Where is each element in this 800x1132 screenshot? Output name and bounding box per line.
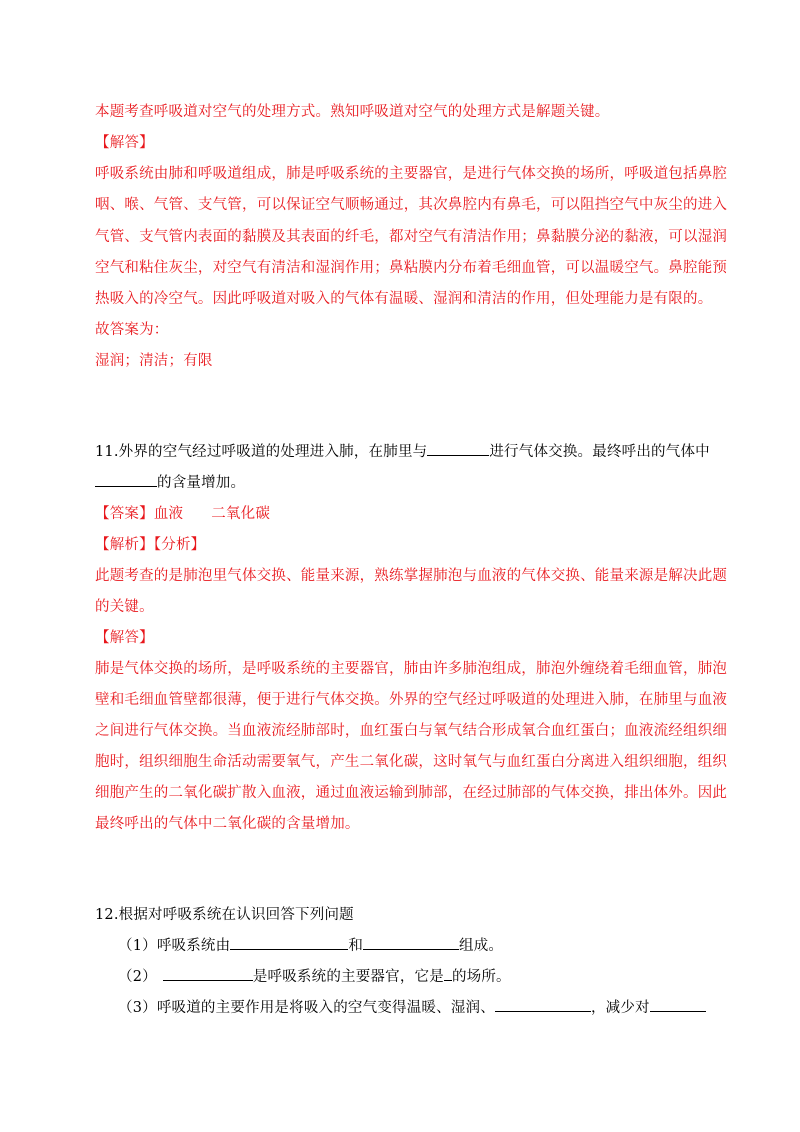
q11-question-part-2: 进行气体交换。最终呼出的气体中 xyxy=(489,444,710,460)
q10-answer-line-3: 气管、支气管内表面的黏膜及其表面的纤毛，都对空气有清洁作用；鼻黏膜分泌的黏液，可以湿润 xyxy=(95,229,728,245)
q11-blank-1 xyxy=(427,441,489,456)
q12-question: 12.根据对呼吸系统在认识回答下列问题 xyxy=(95,907,354,923)
q12-sub1-text-a: （1）呼吸系统由 xyxy=(118,938,231,954)
q12-sub2-text-a: （2） xyxy=(118,969,157,985)
q12-sub3-text-a: （3）呼吸道的主要作用是将吸入的空气变得温暖、湿润、 xyxy=(118,1000,495,1016)
q11-solution-line-6: 最终呼出的气体中二氧化碳的含量增加。 xyxy=(95,816,360,832)
q11-analysis-line-2: 的关键。 xyxy=(95,599,154,615)
q12-sub-2 xyxy=(118,965,511,986)
q11-solution-line-4: 胞时，组织细胞生命活动需要氧气，产生二氧化碳，这时氧气与血红蛋白分离进入组织细胞，组织 xyxy=(95,754,728,770)
q11-answer-label: 【答案】 xyxy=(95,506,154,522)
q12-sub2-blank-1 xyxy=(163,966,253,981)
q12-sub2-text-b: 是呼吸系统的主要器官，它是 xyxy=(252,969,444,985)
q11-solution-label: 【解答】 xyxy=(95,630,154,646)
q11-answer-1: 血液 xyxy=(153,506,184,522)
q12-sub3-blank-2 xyxy=(650,997,706,1012)
q11-question-part-3: 的含量增加。 xyxy=(157,475,246,491)
q11-question-part-1: 11.外界的空气经过呼吸道的处理进入肺，在肺里与 xyxy=(95,444,428,460)
q11-solution-line-2: 壁和毛细血管壁都很薄，便于进行气体交换。外界的空气经过呼吸道的处理进入肺，在肺里与血液 xyxy=(95,692,728,708)
q10-analysis-tail: 本题考查呼吸道对空气的处理方式。熟知呼吸道对空气的处理方式是解题关键。 xyxy=(95,104,610,120)
q11-analysis-label: 【解析】【分析】 xyxy=(95,537,206,553)
q10-final-answer: 湿润；清洁；有限 xyxy=(95,353,213,369)
q12-sub3-text-b: ，减少对 xyxy=(590,1000,650,1016)
q11-answer-2: 二氧化碳 xyxy=(211,506,271,522)
q10-answer-line-4: 空气和粘住灰尘，对空气有清洁和湿润作用；鼻粘膜内分布着毛细血管，可以温暖空气。鼻腔能预 xyxy=(95,260,728,276)
q11-answer-line xyxy=(95,502,270,523)
q12-sub1-blank-2 xyxy=(363,935,459,950)
q10-answer-line-5: 热吸入的冷空气。因此呼吸道对吸入的气体有温暖、湿润和清洁的作用，但处理能力是有限的。 xyxy=(95,291,713,307)
q12-sub1-text-b: 和 xyxy=(348,938,364,954)
q12-sub3-blank-1 xyxy=(495,997,591,1012)
q11-solution-line-1: 肺是气体交换的场所，是呼吸系统的主要器官，肺由许多肺泡组成，肺泡外缠绕着毛细血管，肺泡 xyxy=(95,661,728,677)
q11-blank-2 xyxy=(95,472,157,487)
q12-sub1-text-c: 组成。 xyxy=(459,938,504,954)
q11-solution-line-5: 细胞产生的二氧化碳扩散入血液，通过血液运输到肺部，在经过肺部的气体交换，排出体外。因此 xyxy=(95,785,728,801)
q10-answer-line-1: 呼吸系统由肺和呼吸道组成，肺是呼吸系统的主要器官，是进行气体交换的场所，呼吸道包括鼻腔 xyxy=(95,166,728,182)
q11-question-line-1 xyxy=(95,440,710,461)
q12-sub-3 xyxy=(118,996,706,1017)
q11-solution-line-3: 之间进行气体交换。当血液流经肺部时，血红蛋白与氧气结合形成氧合血红蛋白；血液流经组织细 xyxy=(95,723,728,739)
q11-analysis-line-1: 此题考查的是肺泡里气体交换、能量来源，熟练掌握肺泡与血液的气体交换、能量来源是解决此题 xyxy=(95,568,728,584)
q10-conclusion: 故答案为： xyxy=(95,322,169,338)
q12-sub-1 xyxy=(118,934,503,955)
q11-question-line-2 xyxy=(95,471,245,492)
q10-answer-line-2: 咽、喉、气管、支气管，可以保证空气顺畅通过，其次鼻腔内有鼻毛，可以阻挡空气中灰尘的进入 xyxy=(95,197,728,213)
q12-sub2-blank-2 xyxy=(444,966,452,981)
q10-answer-header: 【解答】 xyxy=(95,135,154,151)
q12-sub2-text-c: 的场所。 xyxy=(451,969,511,985)
q12-sub1-blank-1 xyxy=(230,935,348,950)
